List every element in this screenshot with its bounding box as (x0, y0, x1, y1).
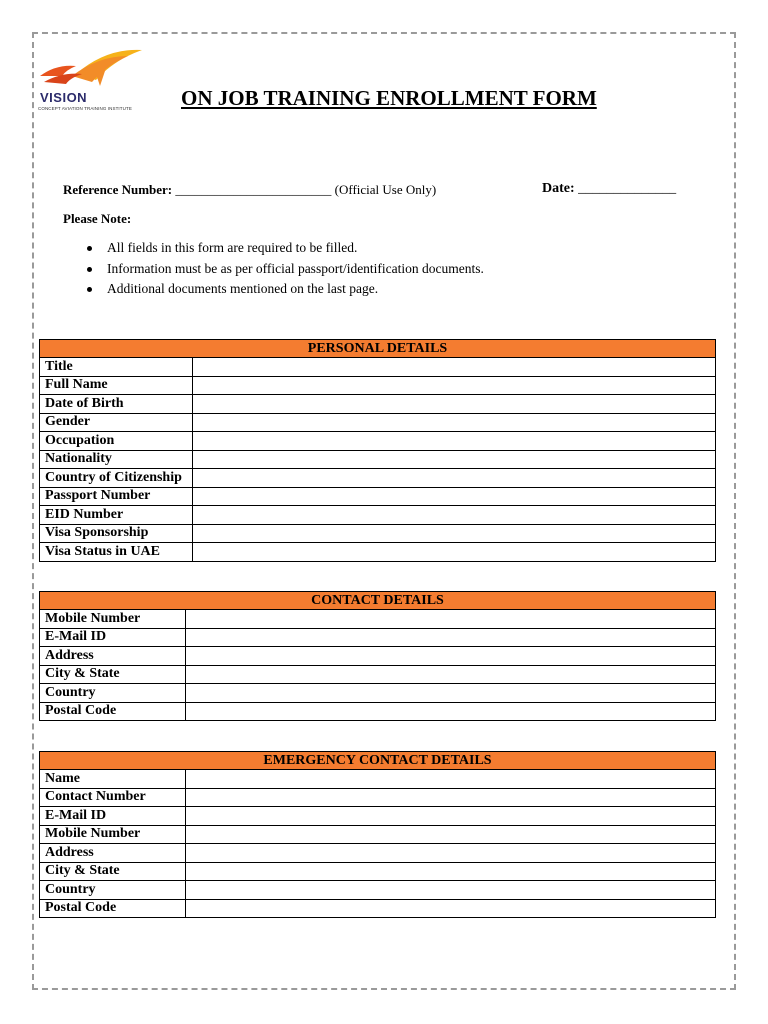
reference-number-line (63, 182, 436, 198)
field-input[interactable] (186, 844, 716, 863)
field-input[interactable] (186, 862, 716, 881)
logo-name: VISION (40, 90, 88, 105)
notes-list (85, 240, 484, 302)
field-label: Date of Birth (40, 395, 193, 414)
field-label: Mobile Number (40, 610, 186, 629)
personal-details-heading: PERSONAL DETAILS (40, 340, 716, 358)
field-label: Passport Number (40, 487, 193, 506)
field-input[interactable] (186, 825, 716, 844)
wings-logo-icon (36, 46, 144, 92)
please-note-label: Please Note: (63, 211, 132, 226)
field-input[interactable] (193, 506, 716, 525)
reference-number-field[interactable]: ________________________ (175, 182, 332, 197)
field-input[interactable] (193, 450, 716, 469)
form-title: ON JOB TRAINING ENROLLMENT FORM (181, 86, 597, 110)
logo-subtitle: CONCEPT AVIATION TRAINING INSTITUTE (38, 106, 132, 111)
field-input[interactable] (186, 788, 716, 807)
field-input[interactable] (186, 647, 716, 666)
field-input[interactable] (193, 413, 716, 432)
field-label: Title (40, 358, 193, 377)
date-line (542, 181, 676, 197)
official-use-note: (Official Use Only) (334, 182, 437, 197)
field-label: Postal Code (40, 702, 186, 721)
emergency-contact-table (39, 751, 716, 918)
field-label: City & State (40, 862, 186, 881)
field-label: Full Name (40, 376, 193, 395)
note-item: Additional documents mentioned on the last page. (85, 281, 484, 302)
field-input[interactable] (186, 610, 716, 629)
contact-details-heading: CONTACT DETAILS (40, 592, 716, 610)
field-label: Address (40, 647, 186, 666)
field-input[interactable] (186, 881, 716, 900)
field-label: Country of Citizenship (40, 469, 193, 488)
field-input[interactable] (193, 469, 716, 488)
contact-details-table (39, 591, 716, 721)
field-input[interactable] (186, 665, 716, 684)
field-input[interactable] (193, 524, 716, 543)
field-label: Postal Code (40, 899, 186, 918)
field-label: EID Number (40, 506, 193, 525)
note-item: Information must be as per official passport/identification documents. (85, 261, 484, 282)
field-label: E-Mail ID (40, 628, 186, 647)
emergency-contact-heading: EMERGENCY CONTACT DETAILS (40, 752, 716, 770)
field-input[interactable] (193, 432, 716, 451)
field-input[interactable] (193, 543, 716, 562)
field-input[interactable] (193, 358, 716, 377)
personal-details-table (39, 339, 716, 562)
field-label: Nationality (40, 450, 193, 469)
field-label: Name (40, 770, 186, 789)
field-input[interactable] (186, 628, 716, 647)
field-label: Contact Number (40, 788, 186, 807)
field-label: Mobile Number (40, 825, 186, 844)
field-label: Occupation (40, 432, 193, 451)
field-label: Address (40, 844, 186, 863)
vision-logo (36, 46, 144, 114)
field-label: E-Mail ID (40, 807, 186, 826)
field-input[interactable] (186, 702, 716, 721)
field-label: Gender (40, 413, 193, 432)
reference-number-label: Reference Number: (63, 182, 173, 197)
field-label: Visa Status in UAE (40, 543, 193, 562)
field-input[interactable] (193, 395, 716, 414)
date-label: Date: (542, 181, 575, 196)
field-input[interactable] (186, 770, 716, 789)
date-field[interactable]: ______________ (578, 181, 677, 196)
field-label: City & State (40, 665, 186, 684)
field-input[interactable] (193, 376, 716, 395)
note-item: All fields in this form are required to be filled. (85, 240, 484, 261)
field-input[interactable] (193, 487, 716, 506)
field-label: Country (40, 881, 186, 900)
field-input[interactable] (186, 899, 716, 918)
field-input[interactable] (186, 807, 716, 826)
field-label: Country (40, 684, 186, 703)
field-label: Visa Sponsorship (40, 524, 193, 543)
field-input[interactable] (186, 684, 716, 703)
